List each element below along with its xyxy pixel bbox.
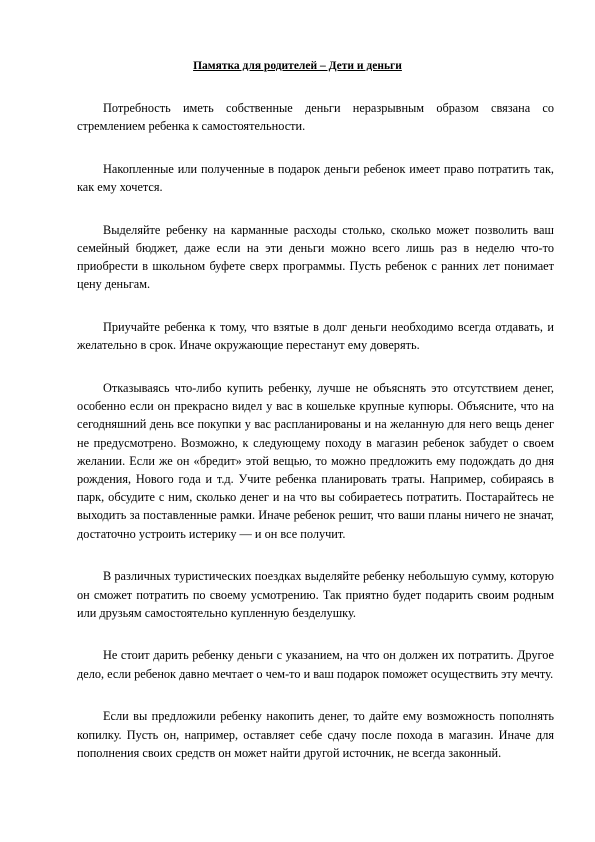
paragraph-6: В различных туристических поездках выделяйте ребенку небольшую сумму, которую он сможет потратить по своему усмотрению. Так приятно будет подарить своим родным или друзьям самостоятельно купленную безделушку. <box>77 569 554 620</box>
document-body <box>77 99 554 786</box>
document-title: Памятка для родителей – Дети и деньги <box>193 60 402 72</box>
paragraph-7: Не стоит дарить ребенку деньги с указанием, на что он должен их потратить. Другое дело, если ребенок давно мечтает о чем-то и ваш подарок поможет осуществить эту мечту. <box>77 648 554 681</box>
paragraph-1: Потребность иметь собственные деньги неразрывным образом связана со стремлением ребенка к самостоятельности. <box>77 101 554 134</box>
paragraph-5: Отказываясь что-либо купить ребенку, лучше не объяснять это отсутствием денег, особенно если он прекрасно видел у вас в кошельке крупные купюры. Объясните, что на сегодняшний день все покупки у вас распланированы и на желанную для него вещь денег не предусмотрено. Возможно, к следующему походу в магазин ребенок забудет о своем желании. Если же он «бредит» этой вещью, то можно предложить ему подождать до дня рождения, Нового года и т.д. Учите ребенка планировать траты. Например, собираясь в парк, обсудите с ним, сколько денег и на что вы собираетесь потратить. Постарайтесь не выходить за поставленные рамки. Иначе ребенок решит, что ваши планы ничего не значат, достаточно устроить истерику — и он все получит. <box>77 381 554 541</box>
paragraph-3: Выделяйте ребенку на карманные расходы столько, сколько может позволить ваш семейный бюджет, даже если на эти деньги можно всего лишь раз в неделю что-то приобрести в школьном буфете сверх программы. Пусть ребенок с ранних лет понимает цену деньгам. <box>77 222 554 292</box>
paragraph-8: Если вы предложили ребенку накопить денег, то дайте ему возможность пополнять копилку. Пусть он, например, оставляет себе сдачу после похода в магазин. Иначе для пополнения своих средств он может найти другой источник, не всегда законный. <box>77 709 554 760</box>
paragraph-2: Накопленные или полученные в подарок деньги ребенок имеет право потратить так, как ему хочется. <box>77 161 554 195</box>
paragraph-4: Приучайте ребенка к тому, что взятые в долг деньги необходимо всегда отдавать, и желательно в срок. Иначе окружающие перестанут ему доверять. <box>77 320 554 353</box>
